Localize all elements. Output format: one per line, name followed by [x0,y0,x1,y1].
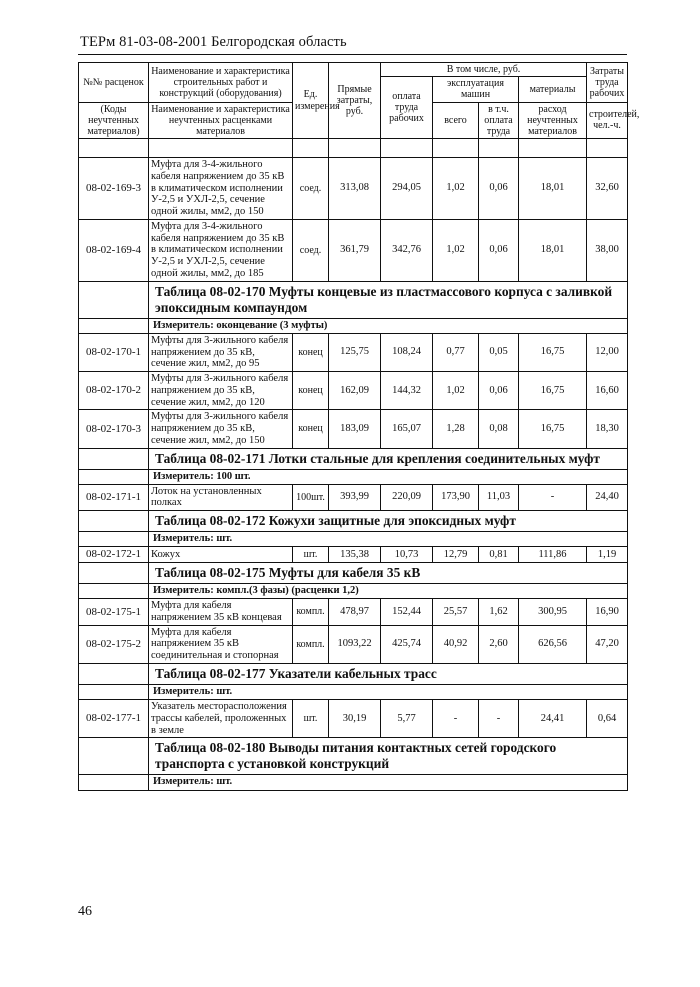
table-row [79,372,628,410]
machines-wage: 0,08 [479,410,519,448]
empty-cell [79,584,149,599]
rate-code: 08-02-172-1 [79,547,149,563]
machines-wage: 11,03 [479,484,519,511]
table-title: Таблица 08-02-171 Лотки стальные для крепления соединительных муфт [149,448,628,469]
direct-cost: 183,09 [329,410,381,448]
empty-cell [79,281,149,318]
labor-wage: 342,76 [381,219,433,281]
materials-cost: 626,56 [519,625,587,663]
table-title: Таблица 08-02-170 Муфты концевые из пластмассового корпуса с заливкой эпоксидным компаундом [149,281,628,318]
table-title-row [79,281,628,318]
direct-cost: 125,75 [329,333,381,371]
rate-code: 08-02-169-4 [79,219,149,281]
rate-code: 08-02-170-1 [79,333,149,371]
labor-hours: 24,40 [587,484,628,511]
materials-cost: 18,01 [519,158,587,220]
table-row [79,547,628,563]
rate-name: Муфты для 3-жильного кабеля напряжением до 35 кВ, сечение жил, мм2, до 95 [149,333,293,371]
table-row [79,700,628,738]
labor-hours: 12,00 [587,333,628,371]
labor-wage: 165,07 [381,410,433,448]
table-title: Таблица 08-02-180 Выводы питания контактных сетей городского транспорта с установкой конструкций [149,738,628,775]
measure-unit-row [79,775,628,790]
empty-cell [79,775,149,790]
table-row [79,625,628,663]
rate-unit: конец [293,410,329,448]
materials-cost: 16,75 [519,333,587,371]
labor-hours: 0,64 [587,700,628,738]
machines-total: 0,77 [433,333,479,371]
table-title-row [79,563,628,584]
col-materials: материалы [519,77,587,102]
col-machines-wage: в т.ч. оплата труда [479,102,519,139]
measure-unit: Измеритель: шт. [149,532,628,547]
empty-cell [79,511,149,532]
machines-total: 12,79 [433,547,479,563]
rate-name: Муфты для 3-жильного кабеля напряжением до 35 кВ, сечение жил, мм2, до 120 [149,372,293,410]
materials-cost: 16,75 [519,410,587,448]
labor-hours: 18,30 [587,410,628,448]
col-labor-bottom: строителей, чел.-ч. [587,102,628,139]
labor-wage: 425,74 [381,625,433,663]
labor-wage: 144,32 [381,372,433,410]
labor-wage: 10,73 [381,547,433,563]
col-unit: Ед. измерения [293,63,329,139]
direct-cost: 313,08 [329,158,381,220]
rate-unit: 100шт. [293,484,329,511]
rate-unit: шт. [293,547,329,563]
table-title-row [79,511,628,532]
rate-name: Муфта для кабеля напряжением 35 кВ концевая [149,599,293,626]
table-title: Таблица 08-02-175 Муфты для кабеля 35 кВ [149,563,628,584]
labor-hours: 16,90 [587,599,628,626]
rate-unit: компл. [293,625,329,663]
header-rule [78,54,627,55]
col-labor-top: Затраты труда рабочих [587,63,628,103]
machines-wage: 0,06 [479,158,519,220]
col-labor-wage: оплата труда рабочих [381,77,433,139]
rate-code: 08-02-175-1 [79,599,149,626]
labor-wage: 5,77 [381,700,433,738]
machines-total: - [433,700,479,738]
col-machines: эксплуатация машин [433,77,519,102]
machines-total: 1,02 [433,372,479,410]
direct-cost: 478,97 [329,599,381,626]
empty-cell [79,532,149,547]
rate-name: Указатель месторасположения трассы кабелей, проложенных в земле [149,700,293,738]
machines-total: 1,02 [433,219,479,281]
empty-cell [79,469,149,484]
materials-cost: 111,86 [519,547,587,563]
labor-wage: 152,44 [381,599,433,626]
measure-unit: Измеритель: шт. [149,684,628,699]
machines-total: 25,57 [433,599,479,626]
labor-hours: 32,60 [587,158,628,220]
rate-code: 08-02-175-2 [79,625,149,663]
materials-cost: 300,95 [519,599,587,626]
empty-cell [79,738,149,775]
table-title: Таблица 08-02-177 Указатели кабельных трасс [149,663,628,684]
direct-cost: 30,19 [329,700,381,738]
direct-cost: 361,79 [329,219,381,281]
table-row [79,219,628,281]
labor-wage: 220,09 [381,484,433,511]
labor-wage: 294,05 [381,158,433,220]
rate-code: 08-02-171-1 [79,484,149,511]
empty-cell [79,663,149,684]
header-row-1 [79,63,628,77]
table-row [79,333,628,371]
rate-code: 08-02-177-1 [79,700,149,738]
rate-name: Муфта для 3-4-жильного кабеля напряжением до 35 кВ в климатическом исполнении У-2,5 и УХЛ-2,5, сечение одной жилы, мм2, до 150 [149,158,293,220]
direct-cost: 1093,22 [329,625,381,663]
col-name-top: Наименование и характеристика строительных работ и конструкций (оборудования) [149,63,293,103]
rate-name: Муфта для 3-4-жильного кабеля напряжением до 35 кВ в климатическом исполнении У-2,5 и УХЛ-2,5, сечение одной жилы, мм2, до 185 [149,219,293,281]
machines-wage: 0,05 [479,333,519,371]
labor-wage: 108,24 [381,333,433,371]
machines-total: 173,90 [433,484,479,511]
labor-hours: 1,19 [587,547,628,563]
measure-unit-row [79,584,628,599]
rate-name: Муфты для 3-жильного кабеля напряжением до 35 кВ, сечение жил, мм2, до 150 [149,410,293,448]
machines-wage: 0,06 [479,219,519,281]
machines-wage: - [479,700,519,738]
col-direct: Прямые затраты, руб. [329,63,381,139]
rate-unit: шт. [293,700,329,738]
table-row [79,484,628,511]
rate-code: 08-02-170-3 [79,410,149,448]
table-title-row [79,448,628,469]
measure-unit: Измеритель: оконцевание (3 муфты) [149,318,628,333]
rate-unit: соед. [293,158,329,220]
measure-unit-row [79,684,628,699]
col-machines-total: всего [433,102,479,139]
direct-cost: 162,09 [329,372,381,410]
measure-unit: Измеритель: шт. [149,775,628,790]
direct-cost: 135,38 [329,547,381,563]
rate-name: Кожух [149,547,293,563]
table-row [79,599,628,626]
col-code-bottom: (Коды неучтенных материалов) [79,102,149,139]
rate-name: Лоток на установленных полках [149,484,293,511]
machines-total: 1,28 [433,410,479,448]
page-number: 46 [78,904,92,919]
machines-wage: 0,81 [479,547,519,563]
table-row [79,158,628,220]
table-title-row [79,663,628,684]
col-name-bottom: Наименование и характеристика неучтенных расценками материалов [149,102,293,139]
measure-unit: Измеритель: 100 шт. [149,469,628,484]
empty-cell [79,448,149,469]
machines-wage: 1,62 [479,599,519,626]
rate-unit: соед. [293,219,329,281]
rate-unit: конец [293,372,329,410]
col-code-top: №№ расценок [79,63,149,103]
rates-table [78,62,640,791]
materials-cost: 18,01 [519,219,587,281]
direct-cost: 393,99 [329,484,381,511]
labor-hours: 16,60 [587,372,628,410]
materials-cost: - [519,484,587,511]
measure-unit-row [79,318,628,333]
col-materials-unaccounted: расход неучтенных материалов [519,102,587,139]
machines-wage: 0,06 [479,372,519,410]
labor-hours: 38,00 [587,219,628,281]
machines-total: 40,92 [433,625,479,663]
table-title: Таблица 08-02-172 Кожухи защитные для эпоксидных муфт [149,511,628,532]
header-spacer-row [79,139,628,158]
rate-code: 08-02-169-3 [79,158,149,220]
machines-total: 1,02 [433,158,479,220]
measure-unit-row [79,532,628,547]
materials-cost: 16,75 [519,372,587,410]
empty-cell [79,318,149,333]
rate-unit: компл. [293,599,329,626]
materials-cost: 24,41 [519,700,587,738]
machines-wage: 2,60 [479,625,519,663]
measure-unit: Измеритель: компл.(3 фазы) (расценки 1,2) [149,584,628,599]
empty-cell [79,563,149,584]
empty-cell [79,684,149,699]
labor-hours: 47,20 [587,625,628,663]
measure-unit-row [79,469,628,484]
rate-unit: конец [293,333,329,371]
table-row [79,410,628,448]
document-header: ТЕРм 81-03-08-2001 Белгородская область [80,34,347,50]
col-incl: В том числе, руб. [381,63,587,77]
rate-name: Муфта для кабеля напряжением 35 кВ соединительная и стопорная [149,625,293,663]
rate-code: 08-02-170-2 [79,372,149,410]
table-title-row [79,738,628,775]
